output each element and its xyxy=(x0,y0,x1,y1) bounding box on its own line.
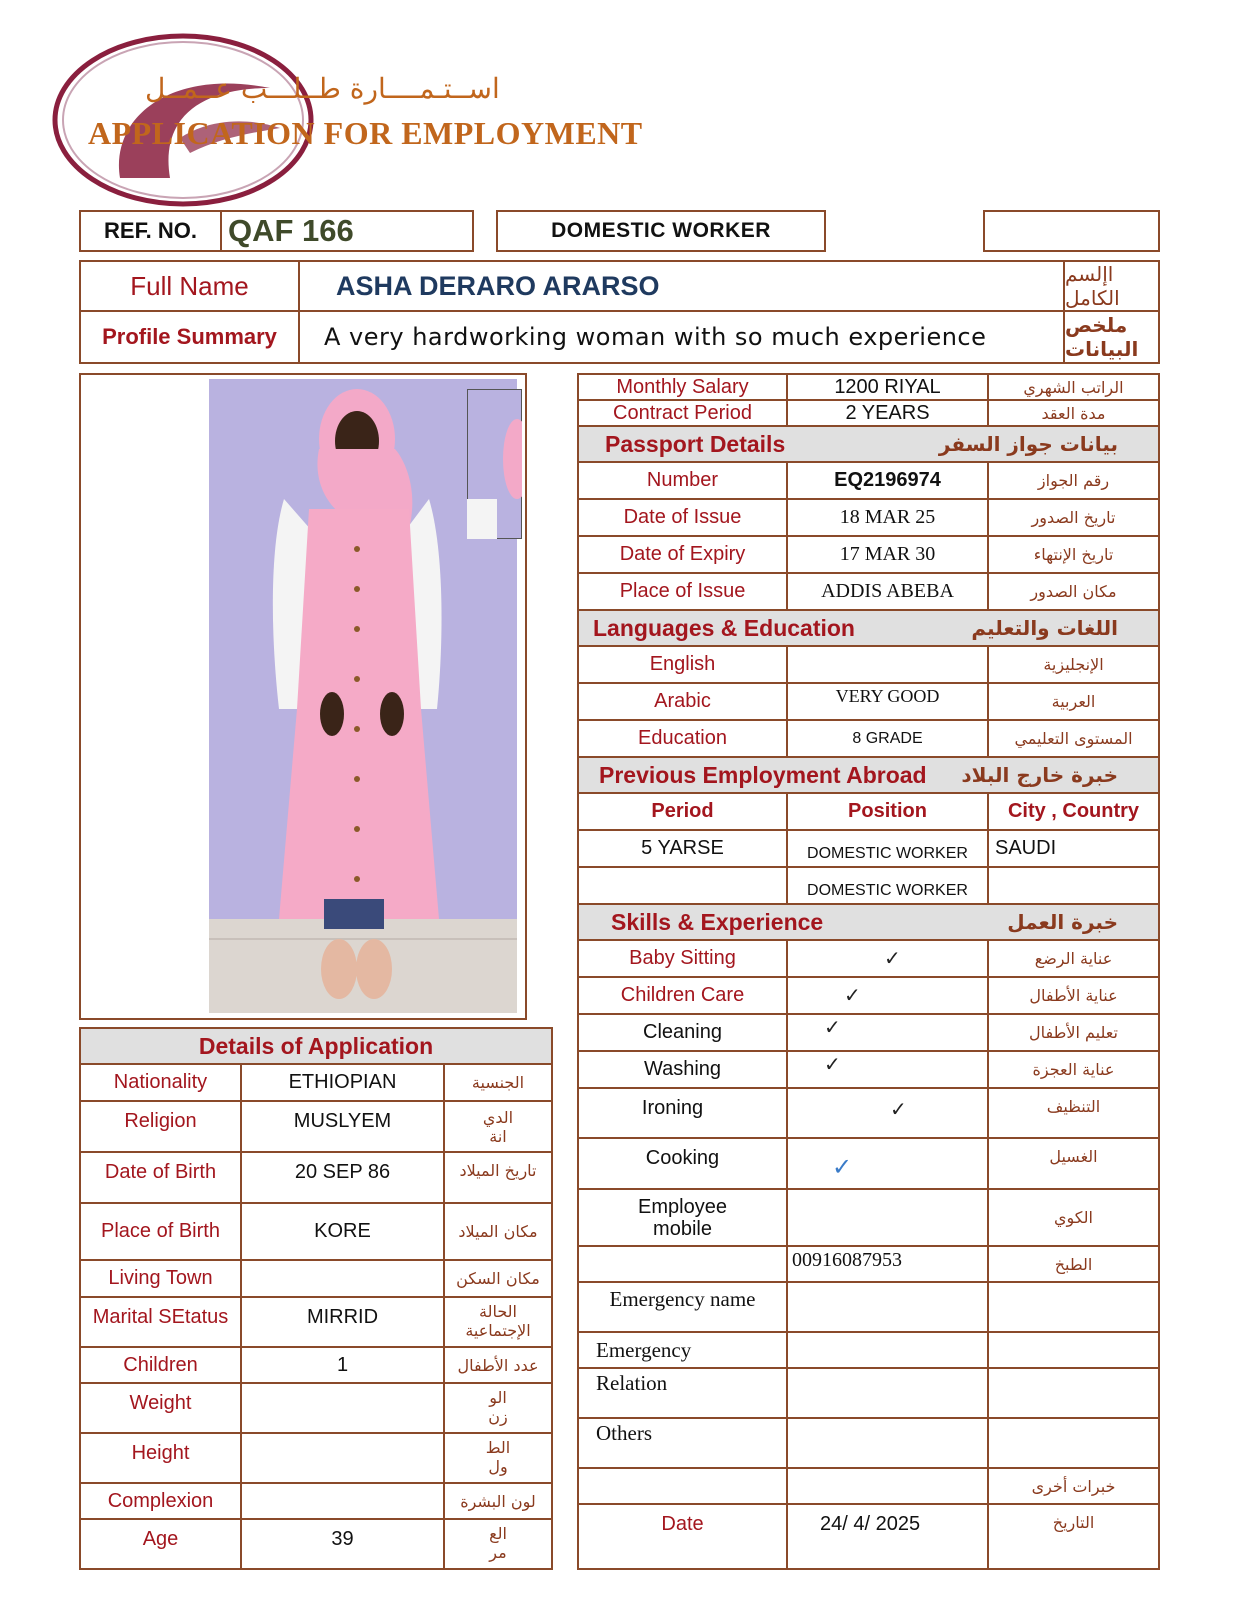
emergency-name-value xyxy=(788,1283,989,1331)
period-header: Period xyxy=(579,794,788,829)
skill-row xyxy=(579,1139,1158,1190)
passport-title: Passport Details xyxy=(605,430,786,457)
employment-row xyxy=(579,831,1158,868)
languages-section-header xyxy=(579,611,1158,647)
education-value: 8 GRADE xyxy=(788,721,989,756)
languages-title-ar: اللغات والتعليم xyxy=(971,616,1118,640)
check-icon: ✓ xyxy=(788,978,989,1013)
skill-row xyxy=(579,941,1158,978)
date-value: 24/ 4/ 2025 xyxy=(788,1505,989,1568)
check-icon: ✓ xyxy=(788,1015,989,1050)
skill-label-ar: تعليم الأطفال xyxy=(1029,1023,1118,1042)
salary-row xyxy=(579,375,1158,401)
application-row xyxy=(81,1065,551,1102)
field-label-ar: عدد الأطفال xyxy=(457,1355,539,1375)
other-exp-value xyxy=(788,1469,989,1503)
others-row xyxy=(579,1419,1158,1469)
application-row xyxy=(81,1298,551,1348)
employee-mobile-value-empty xyxy=(788,1190,989,1245)
field-value: MUSLYEM xyxy=(242,1102,445,1151)
field-label: Age xyxy=(81,1520,242,1568)
date-row xyxy=(579,1505,1158,1568)
contract-value: 2 YEARS xyxy=(788,401,989,425)
emergency-name-ar-empty xyxy=(989,1283,1158,1331)
arabic-row xyxy=(579,684,1158,721)
form-title-arabic: اســتـمــــارة طــلـــب عــمــل xyxy=(145,72,500,105)
relation-row xyxy=(579,1369,1158,1419)
field-label-ar: الدي انة xyxy=(482,1108,514,1146)
skill-row xyxy=(579,1089,1158,1139)
issue-place-label: Place of Issue xyxy=(579,574,788,609)
skill-label: Washing xyxy=(579,1052,788,1087)
other-exp-label-empty xyxy=(579,1469,788,1503)
issue-date-label: Date of Issue xyxy=(579,500,788,535)
field-value xyxy=(242,1261,445,1296)
employment-period xyxy=(579,868,788,903)
field-label: Religion xyxy=(81,1102,242,1151)
date-label: Date xyxy=(579,1505,788,1568)
field-label-ar: الع مر xyxy=(489,1524,507,1562)
others-value xyxy=(788,1419,989,1467)
education-label: Education xyxy=(579,721,788,756)
field-value xyxy=(242,1434,445,1482)
ref-label: REF. NO. xyxy=(81,212,222,250)
emergency-name-label: Emergency name xyxy=(579,1283,788,1331)
expiry-date-label-ar: تاريخ الإنتهاء xyxy=(1033,545,1114,564)
contract-label: Contract Period xyxy=(579,401,788,425)
application-row xyxy=(81,1153,551,1204)
field-label-ar: الو زن xyxy=(488,1388,508,1426)
mobile-row xyxy=(579,1247,1158,1283)
field-value: ETHIOPIAN xyxy=(242,1065,445,1100)
check-icon: ✓ xyxy=(788,1139,989,1188)
application-row xyxy=(81,1348,551,1384)
expiry-date-row xyxy=(579,537,1158,574)
passport-title-ar: بيانات جواز السفر xyxy=(938,432,1118,456)
employment-period: 5 YARSE xyxy=(579,831,788,866)
salary-value: 1200 RIYAL xyxy=(788,375,989,399)
issue-date-label-ar: تاريخ الصدور xyxy=(1031,508,1116,527)
other-exp-label-ar: خبرات أخرى xyxy=(1031,1476,1116,1496)
application-row xyxy=(81,1484,551,1520)
skill-row xyxy=(579,1015,1158,1052)
skill-label: Ironing xyxy=(579,1089,788,1137)
field-label: Children xyxy=(81,1348,242,1382)
employment-row xyxy=(579,868,1158,905)
full-name-value: ASHA DERARO ARARSO xyxy=(336,270,660,301)
job-title-box: DOMESTIC WORKER xyxy=(496,210,826,252)
application-title: Details of Application xyxy=(198,1032,434,1059)
employment-position: DOMESTIC WORKER xyxy=(788,831,989,866)
field-label-ar: لون البشرة xyxy=(460,1491,536,1511)
skill-label: Children Care xyxy=(579,978,788,1013)
passport-section-header xyxy=(579,427,1158,463)
passport-number-label-ar: رقم الجواز xyxy=(1037,471,1110,490)
country-header: City , Country xyxy=(1007,800,1140,822)
application-row xyxy=(81,1384,551,1434)
expiry-date-label: Date of Expiry xyxy=(579,537,788,572)
mobile-label-ar: الطبخ xyxy=(1054,1254,1093,1274)
employee-mobile-label-ar: الكوي xyxy=(1054,1208,1093,1227)
emergency-row xyxy=(579,1333,1158,1369)
applicant-photo-thumbnail xyxy=(467,389,522,539)
others-label: Others xyxy=(579,1419,788,1467)
field-value: 39 xyxy=(242,1520,445,1568)
relation-label: Relation xyxy=(579,1369,788,1417)
languages-title: Languages & Education xyxy=(593,614,855,641)
passport-number-label: Number xyxy=(579,463,788,498)
skill-label-ar: الغسيل xyxy=(1049,1147,1098,1166)
arabic-label: Arabic xyxy=(579,684,788,719)
emergency-label: Emergency xyxy=(579,1333,788,1367)
english-value xyxy=(788,647,989,682)
expiry-date-value: 17 MAR 30 xyxy=(788,537,989,572)
form-title: APPLICATION FOR EMPLOYMENT xyxy=(88,115,643,151)
field-label: Complexion xyxy=(81,1484,242,1518)
field-label: Height xyxy=(81,1434,242,1482)
arabic-value: VERY GOOD xyxy=(788,684,989,719)
application-row xyxy=(81,1261,551,1298)
skill-label-ar: التنظيف xyxy=(1046,1097,1101,1116)
field-label-ar: مكان السكن xyxy=(456,1269,540,1288)
skill-label-ar: عناية الرضع xyxy=(1034,949,1113,968)
employment-title: Previous Employment Abroad xyxy=(599,761,927,788)
field-label-ar: الط ول xyxy=(485,1438,511,1476)
field-value xyxy=(242,1384,445,1432)
date-label-ar: التاريخ xyxy=(1052,1513,1095,1532)
application-row xyxy=(81,1204,551,1261)
field-label-ar: الجنسية xyxy=(471,1073,525,1092)
employee-mobile-row xyxy=(579,1190,1158,1247)
salary-label: Monthly Salary xyxy=(579,375,788,399)
employment-section-header xyxy=(579,758,1158,794)
issue-date-value: 18 MAR 25 xyxy=(788,500,989,535)
check-icon: ✓ xyxy=(788,941,989,976)
passport-number-value: EQ2196974 xyxy=(788,463,989,498)
relation-ar-empty xyxy=(989,1369,1158,1417)
field-label: Living Town xyxy=(81,1261,242,1296)
issue-date-row xyxy=(579,500,1158,537)
salary-label-ar: الراتب الشهري xyxy=(1023,377,1124,397)
profile-summary-label: Profile Summary xyxy=(81,312,300,362)
full-name-row xyxy=(81,262,1158,312)
passport-number-row xyxy=(579,463,1158,500)
other-exp-row xyxy=(579,1469,1158,1505)
profile-summary-label-ar: ملخص البيانات xyxy=(1063,312,1158,362)
issue-place-row xyxy=(579,574,1158,611)
ref-number-box xyxy=(79,210,474,252)
skill-label: Cleaning xyxy=(579,1015,788,1050)
employment-position: DOMESTIC WORKER xyxy=(788,868,989,903)
field-label: Weight xyxy=(81,1384,242,1432)
emergency-name-row xyxy=(579,1283,1158,1333)
application-details-table xyxy=(79,1027,553,1570)
field-label: Nationality xyxy=(81,1065,242,1100)
application-row xyxy=(81,1434,551,1484)
field-value: 1 xyxy=(242,1348,445,1382)
english-row xyxy=(579,647,1158,684)
application-row xyxy=(81,1102,551,1153)
skill-label: Cooking xyxy=(579,1139,788,1188)
education-label-ar: المستوى التعليمي xyxy=(1014,729,1133,748)
photo-box xyxy=(79,373,527,1020)
details-right-table xyxy=(577,373,1160,1570)
employee-mobile-label: Employee mobile xyxy=(579,1190,788,1245)
field-label-ar: مكان الميلاد xyxy=(458,1222,538,1241)
mobile-label-empty xyxy=(579,1247,788,1281)
full-name-label-ar: اإلسم الكامل xyxy=(1063,262,1158,310)
field-value: 20 SEP 86 xyxy=(242,1153,445,1202)
position-header: Position xyxy=(788,794,989,829)
field-label: Date of Birth xyxy=(81,1153,242,1202)
skill-label: Baby Sitting xyxy=(579,941,788,976)
employment-country xyxy=(989,868,1158,903)
contract-label-ar: مدة العقد xyxy=(1041,403,1106,423)
field-label: Place of Birth xyxy=(81,1204,242,1259)
field-value: MIRRID xyxy=(242,1298,445,1346)
blank-box xyxy=(983,210,1160,252)
education-row xyxy=(579,721,1158,758)
english-label-ar: الإنجليزية xyxy=(1043,655,1104,674)
emergency-ar-empty xyxy=(989,1333,1158,1367)
skills-title-ar: خبرة العمل xyxy=(1007,910,1118,934)
skill-label-ar: عناية الأطفال xyxy=(1029,986,1118,1005)
profile-summary-row xyxy=(81,312,1158,362)
employment-country: SAUDI xyxy=(995,837,1057,859)
skills-section-header xyxy=(579,905,1158,941)
field-label: Marital SEtatus xyxy=(81,1298,242,1346)
check-icon: ✓ xyxy=(788,1052,989,1087)
field-label-ar: تاريخ الميلاد xyxy=(459,1161,537,1180)
others-ar-empty xyxy=(989,1419,1158,1467)
skills-title: Skills & Experience xyxy=(611,908,824,935)
skill-row xyxy=(579,978,1158,1015)
name-profile-table xyxy=(79,260,1160,364)
field-value: KORE xyxy=(242,1204,445,1259)
application-section-header xyxy=(81,1029,551,1065)
contract-row xyxy=(579,401,1158,427)
profile-summary-value: A very hardworking woman with so much experience xyxy=(324,323,987,351)
skill-row xyxy=(579,1052,1158,1089)
issue-place-label-ar: مكان الصدور xyxy=(1030,582,1117,601)
relation-value xyxy=(788,1369,989,1417)
arabic-label-ar: العربية xyxy=(1051,692,1096,711)
check-icon: ✓ xyxy=(788,1089,989,1137)
employment-title-ar: خبرة خارج البلاد xyxy=(961,763,1118,787)
emergency-value xyxy=(788,1333,989,1367)
field-value xyxy=(242,1484,445,1518)
employment-header-row xyxy=(579,794,1158,831)
full-name-label: Full Name xyxy=(81,262,300,310)
ref-value: QAF 166 xyxy=(228,213,354,248)
issue-place-value: ADDIS ABEBA xyxy=(788,574,989,609)
english-label: English xyxy=(579,647,788,682)
application-row xyxy=(81,1520,551,1568)
field-label-ar: الحالة الإجتماعية xyxy=(465,1302,531,1340)
skill-label-ar: عناية العجزة xyxy=(1032,1060,1115,1079)
mobile-number: 00916087953 xyxy=(788,1247,989,1281)
